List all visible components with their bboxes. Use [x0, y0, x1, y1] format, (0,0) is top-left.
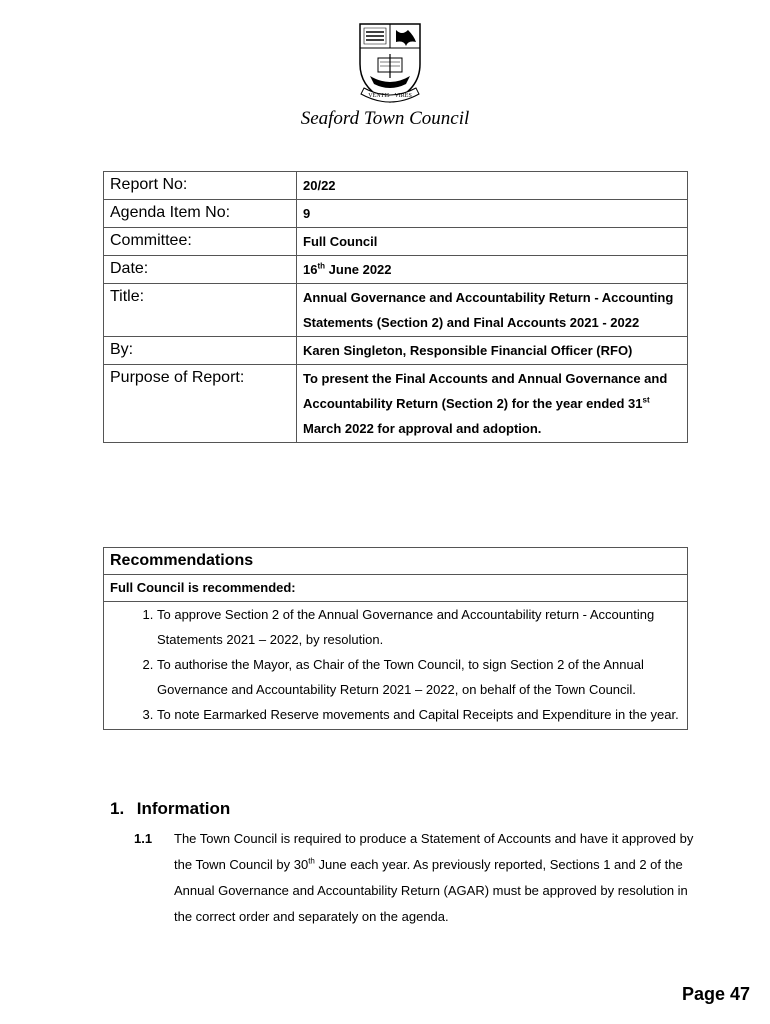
by-value: Karen Singleton, Responsible Financial Officer (RFO) — [297, 337, 688, 365]
table-row — [104, 256, 688, 284]
paragraph-number: 1.1 — [134, 831, 153, 846]
table-row — [104, 548, 688, 575]
paragraph-text — [174, 826, 694, 930]
table-row — [104, 337, 688, 365]
date-value — [297, 256, 688, 284]
recommendations-table — [103, 547, 688, 730]
date-rest: June 2022 — [325, 262, 392, 277]
committee-value: Full Council — [297, 228, 688, 256]
date-ordinal: th — [317, 261, 326, 271]
report-no-value: 20/22 — [297, 172, 688, 200]
date-day: 16 — [303, 262, 318, 277]
table-row — [104, 365, 688, 443]
information-paragraph — [134, 826, 694, 930]
council-name: Seaford Town Council — [300, 108, 470, 129]
information-heading — [110, 799, 230, 819]
section-number: 1. — [110, 799, 125, 818]
agenda-item-value: 9 — [297, 200, 688, 228]
list-item: 3. To note Earmarked Reserve movements and Capital Receipts and Expenditure in the year. — [157, 702, 681, 727]
title-label: Title: — [104, 284, 297, 337]
page-number: Page 47 — [681, 984, 750, 1004]
committee-label: Committee: — [104, 228, 297, 256]
paragraph-ordinal: th — [308, 856, 315, 866]
table-row — [104, 602, 688, 730]
recommendations-heading: Recommendations — [104, 548, 688, 575]
table-row — [104, 228, 688, 256]
list-item: 1. To approve Section 2 of the Annual Governance and Accountability return - Accounting Statements 2021 – 2022, by resolution. — [157, 602, 681, 652]
paragraph-text-a: The Town Council is required to produce a Statement of Accounts and have it approved by the Town Council by 30 — [174, 831, 694, 872]
report-info-table — [103, 171, 688, 443]
title-value: Annual Governance and Accountability Return - Accounting Statements (Section 2) and Final Accounts 2021 - 2022 — [297, 284, 688, 337]
paragraph-text-b: June each year. As previously reported, Sections 1 and 2 of the Annual Governance and Accountability Return (AGAR) must be approved by resolution in the correct order and separately on the agenda. — [174, 857, 688, 924]
section-title: Information — [136, 799, 231, 818]
table-row — [104, 200, 688, 228]
list-item: 2. To authorise the Mayor, as Chair of the Town Council, to sign Section 2 of the Annual Governance and Accountability Return 2021 – 2022, on behalf of the Town Council. — [157, 652, 681, 702]
recommendations-list-cell — [104, 602, 688, 730]
purpose-ordinal: st — [642, 395, 650, 405]
recommendations-subheading: Full Council is recommended: — [104, 575, 688, 602]
recommendations-list — [110, 602, 681, 727]
date-label: Date: — [104, 256, 297, 284]
purpose-label: Purpose of Report: — [104, 365, 297, 443]
council-crest-logo — [350, 18, 430, 108]
crest-motto-text: VENTIS · VIRES — [368, 93, 412, 99]
purpose-text-a: To present the Final Accounts and Annual Governance and Accountability Return (Section 2) for the year ended 31 — [303, 371, 668, 411]
purpose-value — [297, 365, 688, 443]
table-row — [104, 172, 688, 200]
agenda-item-label: Agenda Item No: — [104, 200, 297, 228]
table-row — [104, 284, 688, 337]
report-no-label: Report No: — [104, 172, 297, 200]
table-row — [104, 575, 688, 602]
by-label: By: — [104, 337, 297, 365]
purpose-text-b: March 2022 for approval and adoption. — [303, 421, 542, 436]
